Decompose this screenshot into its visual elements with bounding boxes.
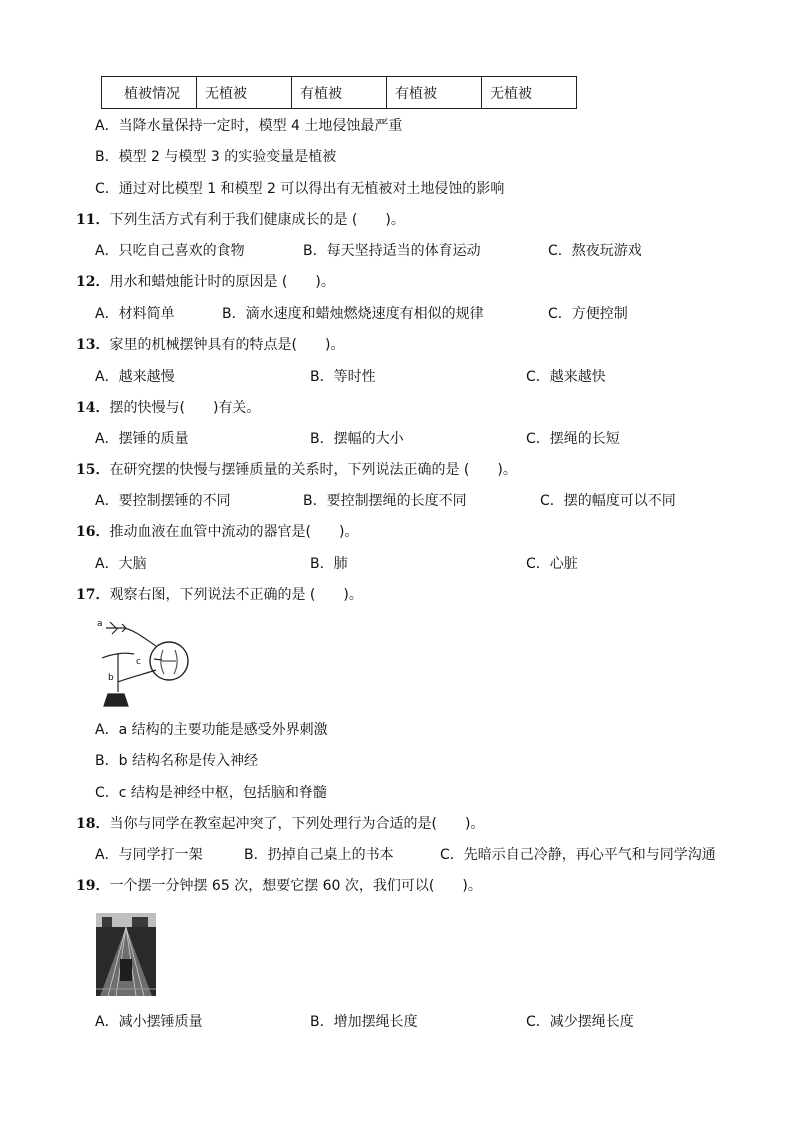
option: A．材料简单 (95, 306, 175, 322)
table-cell: 无植被 (482, 77, 577, 109)
option: C．减少摆绳长度 (526, 1014, 634, 1030)
option: C．心脏 (526, 556, 578, 572)
question-text: 家里的机械摆钟具有的特点是( )。 (109, 337, 345, 353)
option: C．摆绳的长短 (526, 431, 620, 447)
option: B．增加摆绳长度 (310, 1014, 418, 1030)
table-cell: 有植被 (387, 77, 482, 109)
option: B．扔掉自己桌上的书本 (244, 847, 394, 863)
reflex-arc-figure (94, 614, 194, 710)
option: A．减小摆锤质量 (95, 1014, 203, 1030)
option: C．c 结构是神经中枢，包括脑和脊髓 (95, 785, 327, 801)
question-text: 当你与同学在教室起冲突了，下列处理行为合适的是( )。 (109, 816, 485, 832)
option: C．摆的幅度可以不同 (540, 493, 676, 509)
table-row (102, 77, 577, 109)
question-number: 19． (76, 878, 110, 894)
option: B．摆幅的大小 (310, 431, 404, 447)
figure-label-a: a (97, 619, 103, 629)
option: A．越来越慢 (95, 369, 175, 385)
table-header-cell: 植被情况 (102, 77, 197, 109)
question-text: 下列生活方式有利于我们健康成长的是 ( )。 (109, 212, 405, 228)
question-number: 13． (76, 337, 110, 353)
question-number: 16． (76, 524, 110, 540)
q10-option-b: B．模型 2 与模型 3 的实验变量是植被 (95, 149, 337, 165)
table-cell: 有植被 (292, 77, 387, 109)
q10-option-c: C．通过对比模型 1 和模型 2 可以得出有无植被对土地侵蚀的影响 (95, 181, 505, 197)
option: B．滴水速度和蜡烛燃烧速度有相似的规律 (222, 306, 484, 322)
option: A．摆锤的质量 (95, 431, 189, 447)
option: B．要控制摆绳的长度不同 (303, 493, 467, 509)
question-18 (76, 817, 484, 831)
question-15 (76, 463, 517, 477)
pendulum-photo (96, 913, 156, 996)
question-11 (76, 213, 405, 227)
option: B．b 结构名称是传入神经 (95, 753, 258, 769)
question-14 (76, 401, 260, 415)
option: A．与同学打一架 (95, 847, 203, 863)
option: C．熬夜玩游戏 (548, 243, 642, 259)
question-19 (76, 879, 482, 893)
table-cell: 无植被 (197, 77, 292, 109)
option: A．只吃自己喜欢的食物 (95, 243, 245, 259)
question-12 (76, 275, 335, 289)
question-number: 17． (76, 587, 110, 603)
figure-label-b: b (108, 673, 114, 683)
question-number: 12． (76, 274, 110, 290)
option: A．大脑 (95, 556, 147, 572)
question-text: 在研究摆的快慢与摆锤质量的关系时，下列说法正确的是 ( )。 (109, 462, 517, 478)
vegetation-table (101, 76, 577, 109)
q10-option-a: A．当降水量保持一定时，模型 4 土地侵蚀最严重 (95, 118, 403, 134)
option: C．越来越快 (526, 369, 606, 385)
question-text: 观察右图，下列说法不正确的是 ( )。 (109, 587, 363, 603)
question-13 (76, 338, 344, 352)
option: A．a 结构的主要功能是感受外界刺激 (95, 722, 328, 738)
question-number: 11． (76, 212, 110, 228)
question-17 (76, 588, 363, 602)
option: C．方便控制 (548, 306, 628, 322)
question-number: 14． (76, 400, 110, 416)
question-text: 用水和蜡烛能计时的原因是 ( )。 (109, 274, 335, 290)
option: A．要控制摆锤的不同 (95, 493, 231, 509)
question-text: 一个摆一分钟摆 65 次，想要它摆 60 次，我们可以( )。 (109, 878, 482, 894)
figure-label-c: c (136, 657, 141, 667)
option: B．肺 (310, 556, 348, 572)
question-number: 15． (76, 462, 110, 478)
question-text: 摆的快慢与( )有关。 (109, 400, 261, 416)
question-text: 推动血液在血管中流动的器官是( )。 (109, 524, 359, 540)
option: C．先暗示自己冷静，再心平气和与同学沟通 (440, 847, 716, 863)
question-16 (76, 525, 358, 539)
option: B．等时性 (310, 369, 376, 385)
question-number: 18． (76, 816, 110, 832)
option: B．每天坚持适当的体育运动 (303, 243, 481, 259)
